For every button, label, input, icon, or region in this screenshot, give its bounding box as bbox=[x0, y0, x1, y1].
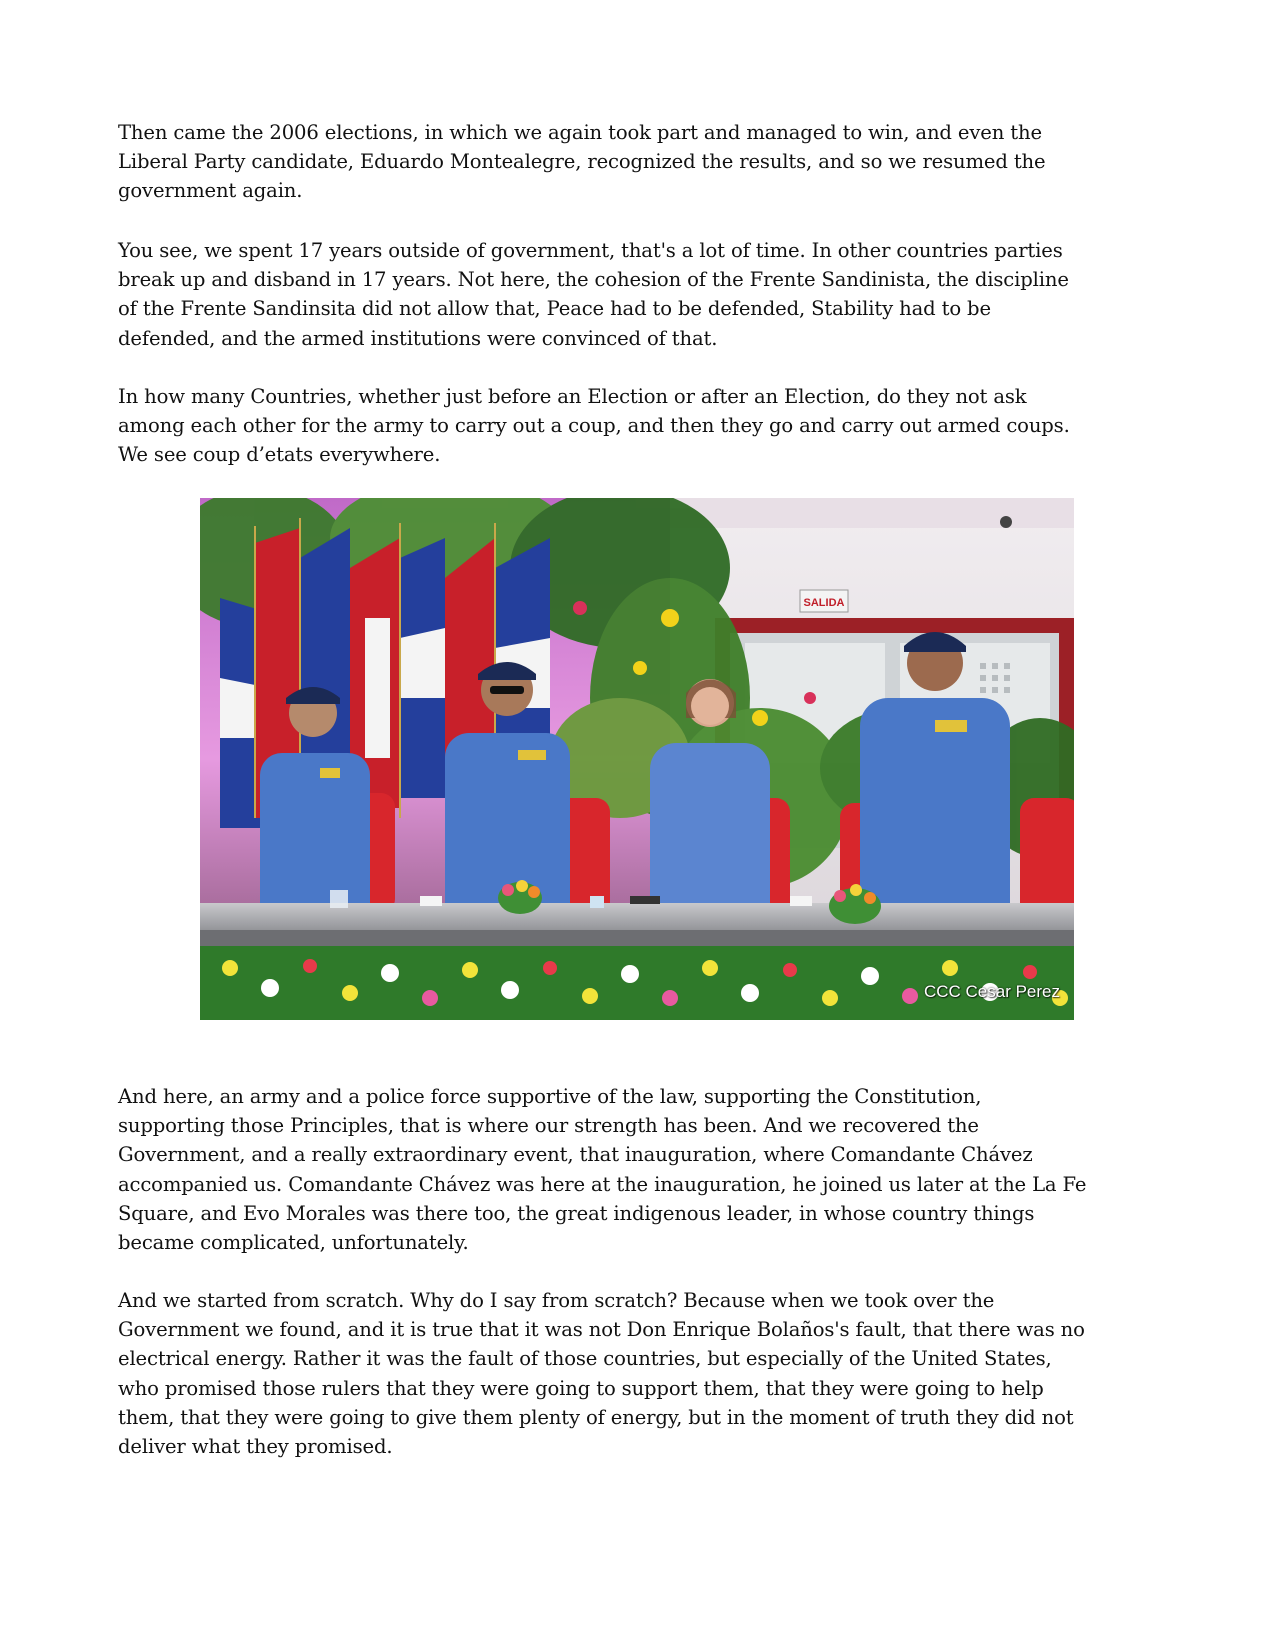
text-line: of the Frente Sandinsita did not allow that, Peace had to be defended, Stability had to be bbox=[118, 297, 991, 321]
paragraph-17-years bbox=[118, 236, 1163, 353]
text-line: break up and disband in 17 years. Not here, the cohesion of the Frente Sandinista, the discipline bbox=[118, 268, 1069, 292]
text-line: accompanied us. Comandante Chávez was here at the inauguration, he joined us later at the La Fe bbox=[118, 1172, 1087, 1196]
text-line: supporting those Principles, that is where our strength has been. And we recovered the bbox=[118, 1114, 979, 1138]
text-line: Then came the 2006 elections, in which we again took part and managed to win, and even the bbox=[118, 121, 1042, 144]
text-line: And we started from scratch. Why do I say from scratch? Because when we took over the bbox=[118, 1289, 995, 1312]
text-line: We see coup d’etats everywhere. bbox=[118, 443, 441, 467]
paragraph-from-scratch bbox=[118, 1286, 1163, 1461]
exit-sign-text: SALIDA bbox=[803, 597, 845, 609]
text-line: government again. bbox=[118, 179, 303, 203]
text-line: defended, and the armed institutions were convinced of that. bbox=[118, 326, 718, 350]
text-line: electrical energy. Rather it was the fault of those countries, but especially of the United States, bbox=[118, 1347, 1052, 1371]
text-line: became complicated, unfortunately. bbox=[118, 1231, 469, 1255]
text-line: Government we found, and it is true that it was not Don Enrique Bolaños's fault, that there was no bbox=[118, 1318, 1085, 1342]
text-line: deliver what they promised. bbox=[118, 1435, 393, 1459]
text-line: In how many Countries, whether just before an Election or after an Election, do they not ask bbox=[118, 385, 1027, 408]
paragraph-2006-elections bbox=[118, 118, 1163, 206]
text-line: among each other for the army to carry out a coup, and then they go and carry out armed coups. bbox=[118, 414, 1070, 438]
text-line: Liberal Party candidate, Eduardo Montealegre, recognized the results, and so we resumed the bbox=[118, 150, 1046, 174]
photo-credit: CCC Cesar Perez bbox=[923, 982, 1060, 1001]
text-line: You see, we spent 17 years outside of government, that's a lot of time. In other countries parties bbox=[118, 239, 1063, 262]
photo-illustration bbox=[200, 498, 1074, 1020]
paragraph-coups bbox=[118, 382, 1163, 470]
text-line: them, that they were going to give them plenty of energy, but in the moment of truth they did not bbox=[118, 1405, 1074, 1429]
text-line: Government, and a really extraordinary event, that inauguration, where Comandante Chávez bbox=[118, 1143, 1033, 1167]
photo-police-officers bbox=[200, 498, 1074, 1020]
paragraph-inauguration bbox=[118, 1082, 1163, 1257]
text-line: And here, an army and a police force supportive of the law, supporting the Constitution, bbox=[118, 1085, 982, 1108]
text-line: Square, and Evo Morales was there too, the great indigenous leader, in whose country things bbox=[118, 1201, 1035, 1225]
text-line: who promised those rulers that they were going to support them, that they were going to help bbox=[118, 1376, 1044, 1400]
